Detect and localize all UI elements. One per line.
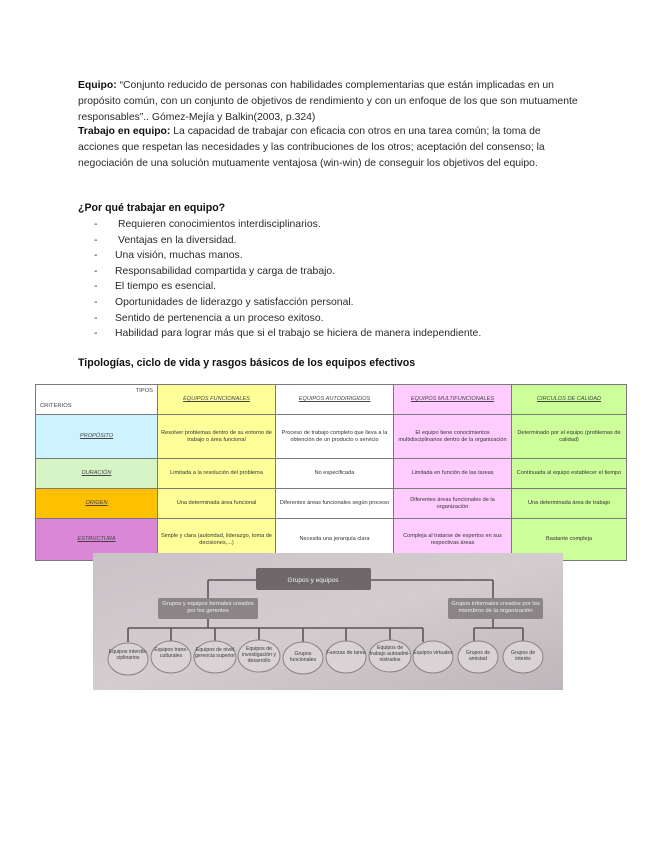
- org-leaf-wrap: [238, 642, 280, 672]
- org-leaf-label: Grupos funcionales: [289, 651, 317, 664]
- list-item-text: El tiempo es esencial.: [115, 281, 217, 293]
- list-item-text: Requieren conocimientos interdisciplinarios.: [118, 219, 321, 230]
- trabajo-label: Trabajo en equipo:: [78, 126, 171, 137]
- org-leaf-wrap: [503, 643, 543, 673]
- equipo-definition: [78, 78, 578, 125]
- table-row: [36, 459, 627, 489]
- why-heading: ¿Por qué trabajar en equipo?: [78, 202, 226, 214]
- why-list: [94, 217, 564, 342]
- org-root-label: Grupos y equipos: [287, 577, 339, 584]
- list-item: - El tiempo es esencial.: [94, 281, 217, 293]
- equipo-label: Equipo:: [78, 80, 117, 91]
- org-informal-label: Grupos informales creados por los miembros de la organización: [451, 601, 540, 614]
- table-cell: Una determinada área funcional: [158, 489, 276, 519]
- table-cell: No especificada: [276, 459, 394, 489]
- list-item: - Ventajas en la diversidad.: [94, 234, 237, 246]
- table-cell: Determinado por el equipo (problemas de calidad): [512, 415, 627, 459]
- trabajo-text: La capacidad de trabajar con eficacia con otros en una tarea común; la toma de acciones que respetan las necesidades y las contribuciones de los otros; aceptación del consenso; la negociación de una solución mutuamente ventajosa (win-win) de conseguir los objetivos del equipo.: [78, 126, 545, 169]
- org-leaf-label: Equipos interdis-ciplinarios: [108, 649, 148, 662]
- org-chart-photo: [93, 553, 563, 690]
- org-leaf-wrap: [413, 643, 453, 673]
- column-header: EQUIPOS FUNCIONALES: [158, 385, 276, 415]
- column-header: EQUIPOS AUTODIRIGIDOS: [276, 385, 394, 415]
- table-cell: El equipo tiene conocimientos multidisciplinarios dentro de la organización: [394, 415, 512, 459]
- table-cell: Continuada al equipo establecer el tiempo: [512, 459, 627, 489]
- table-cell: Diferentes áreas funcionales según proceso: [276, 489, 394, 519]
- org-leaf-wrap: [369, 642, 411, 672]
- org-leaf-labels: [108, 642, 543, 675]
- org-leaf-label: Fuerzas de tarea: [326, 650, 366, 656]
- list-item-text: Habilidad para lograr más que si el trabajo se hiciera de manera independiente.: [115, 328, 482, 340]
- table-cell: Limitada a la resolución del problema: [158, 459, 276, 489]
- table-header-row: [36, 385, 627, 415]
- row-label: PROPÓSITO: [36, 415, 158, 459]
- column-header: EQUIPOS MULTIFUNCIONALES: [394, 385, 512, 415]
- table-cell: Limitada en función de las tareas: [394, 459, 512, 489]
- equipo-text: “Conjunto reducido de personas con habilidades complementarias que están implicadas en un propósito común, con un conjunto de objetivos de rendimiento y con un enfoque de los que son mutuamente responsables”.. Gómez-Mejía y Balkin(2003, p.324): [78, 80, 578, 123]
- list-item-text: Sentido de pertenencia a un proceso exitoso.: [115, 312, 324, 324]
- list-item: - Oportunidades de liderazgo y satisfacción personal.: [94, 296, 354, 308]
- org-leaf-wrap: [151, 643, 191, 673]
- table-cell: Proceso de trabajo completo que lleva a la obtención de un producto o servicio: [276, 415, 394, 459]
- list-item: - Habilidad para lograr más que si el trabajo se hiciera de manera independiente.: [94, 328, 482, 340]
- column-header: CIRCULOS DE CALIDAD: [512, 385, 627, 415]
- org-leaf-label: Equipos de trabajo autoadmi-nistrados: [369, 645, 411, 664]
- org-leaf-label: Grupos de amistad: [465, 650, 491, 663]
- trabajo-definition: [78, 124, 578, 171]
- table-cell: Resolver problemas dentro de su entorno de trabajo o área funcional: [158, 415, 276, 459]
- list-item-text: Una visión, muchas manos.: [115, 250, 243, 262]
- list-item: - Requieren conocimientos interdisciplinarios.: [94, 219, 321, 230]
- table-cell: Bastante compleja: [512, 519, 627, 561]
- table-corner-cell: [36, 385, 158, 415]
- table-cell: Una determinada área de trabajo: [512, 489, 627, 519]
- org-leaf-label: Equipos de nivel gerencia superior: [194, 647, 236, 660]
- corner-criterios: CRITERIOS: [40, 403, 72, 409]
- table-cell: Necesita una jerarquía clara: [276, 519, 394, 561]
- row-label: ORIGEN: [36, 489, 158, 519]
- org-leaf-label: Equipos de investigación y desarrollo: [241, 646, 277, 665]
- list-item-text: Responsabilidad compartida y carga de trabajo.: [115, 265, 336, 277]
- org-leaf-label: Grupos de interés: [510, 650, 536, 663]
- list-item-text: Ventajas en la diversidad.: [118, 234, 237, 246]
- org-formal-wrap: [158, 598, 258, 619]
- org-leaf-wrap: [458, 643, 498, 673]
- row-label: DURACIÓN: [36, 459, 158, 489]
- org-formal-label: Grupos y equipos formales creados por los gerentes: [162, 601, 254, 614]
- org-leaf-wrap: [283, 644, 323, 674]
- row-label: ESTRUCTURA: [36, 519, 158, 561]
- list-item-text: Oportunidades de liderazgo y satisfacción personal.: [115, 296, 354, 308]
- table-cell: Simple y clara (autoridad, liderazgo, toma de decisiones,...): [158, 519, 276, 561]
- org-leaf-label: Equipos trans-culturales: [154, 647, 188, 660]
- list-item: - Una visión, muchas manos.: [94, 250, 243, 262]
- org-leaf-wrap: [108, 645, 148, 675]
- list-item: - Sentido de pertenencia a un proceso exitoso.: [94, 312, 324, 324]
- corner-tipos: TIPOS: [135, 388, 153, 394]
- table-row: [36, 489, 627, 519]
- table-cell: Compleja al tratarse de expertos en sus respectivas áreas: [394, 519, 512, 561]
- org-informal-wrap: [448, 598, 543, 619]
- org-leaf-wrap: [326, 643, 366, 673]
- org-leaf-label: Equipos virtuales: [413, 650, 453, 656]
- list-item: - Responsabilidad compartida y carga de trabajo.: [94, 265, 336, 277]
- typology-heading: Tipologías, ciclo de vida y rasgos básicos de los equipos efectivos: [78, 357, 416, 369]
- table-cell: Diferentes áreas funcionales de la organización: [394, 489, 512, 519]
- typology-table: [35, 384, 627, 561]
- table-row: [36, 415, 627, 459]
- org-leaf-wrap: [194, 643, 236, 673]
